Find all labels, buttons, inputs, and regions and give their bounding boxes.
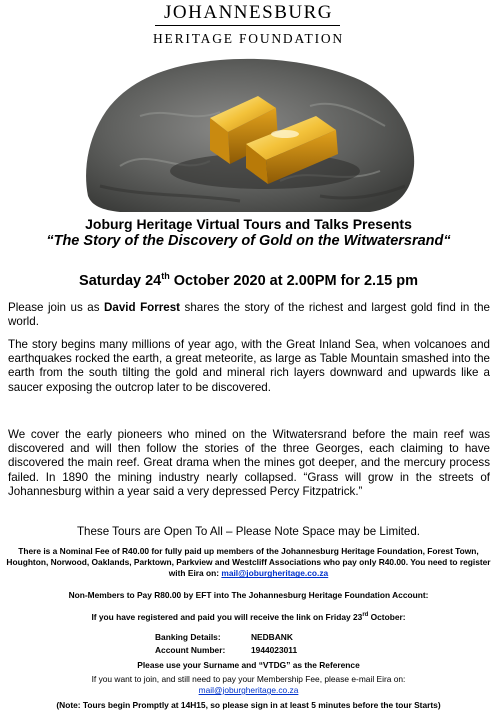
logo-divider	[155, 25, 340, 26]
open-to-all-notice: These Tours are Open To All – Please Note Space may be Limited.	[76, 525, 421, 538]
speaker-name: David Forrest	[104, 301, 181, 314]
non-members-notice: Non-Members to Pay R80.00 by EFT into The Johannesburg Heritage Foundation Account:	[68, 590, 429, 600]
presenter-heading: Joburg Heritage Virtual Tours and Talks Presents	[85, 216, 412, 232]
email-link[interactable]: mail@joburgheritage.co.za	[198, 685, 299, 695]
membership-notice: If you want to join, and still need to pay your Membership Fee, please e-mail Eira on: mail@joburgheritage.co.za	[91, 674, 406, 695]
event-date: Saturday 24th October 2020 at 2.00PM for 2.15 pm	[79, 271, 418, 289]
event-title: “The Story of the Discovery of Gold on the Witwatersrand“	[46, 233, 451, 249]
start-time-note: (Note: Tours begin Promptly at 14H15, so please sign in at least 5 minutes before the tour Starts)	[56, 700, 441, 710]
fee-notice: There is a Nominal Fee of R40.00 for fully paid up members of the Johannesburg Heritage Foundation, Forest Town, Houghton, Norwood, Oaklands, Parktown, Parkview and Westcliff Associations who pay only R40.00. You need to register with Eira on: mail@joburgheritage.co.za	[6, 546, 491, 579]
email-link[interactable]: mail@joburgheritage.co.za	[221, 568, 329, 579]
pioneers-paragraph: We cover the early pioneers who mined on the Witwatersrand before the main reef was discovered and will then follow the stories of the three Georges, each claiming to have discovered the main reef. Great drama when the mines got deeper, and the mercury process failed. In 1890 the mining industry nearly collapsed. “Grass will grow in the streets of Johannesburg within a year said a very depressed Percy Fitzpatrick.”	[8, 428, 490, 498]
banking-details-row: Banking Details: NEDBANK	[155, 632, 293, 642]
logo-title: JOHANNESBURG	[164, 2, 333, 23]
reference-instruction: Please use your Surname and “VTDG” as the Reference	[137, 660, 360, 670]
logo-subtitle: HERITAGE FOUNDATION	[153, 31, 344, 46]
account-number-row: Account Number: 1944023011	[155, 645, 298, 655]
registration-notice: If you have registered and paid you will receive the link on Friday 23rd October:	[91, 611, 406, 622]
intro-paragraph: Please join us as David Forrest shares the story of the richest and largest gold find in the world.	[8, 301, 490, 329]
story-paragraph: The story begins many millions of year ago, with the Great Inland Sea, when volcanoes and earthquakes rocked the earth, a great meteorite, as large as Table Mountain smashed into the earth from the south tilting the gold and mineral rich layers downward and upwards like a saucer exposing the outcrop later to be discovered.	[8, 338, 490, 394]
gold-bars-on-rock-image	[80, 46, 420, 216]
